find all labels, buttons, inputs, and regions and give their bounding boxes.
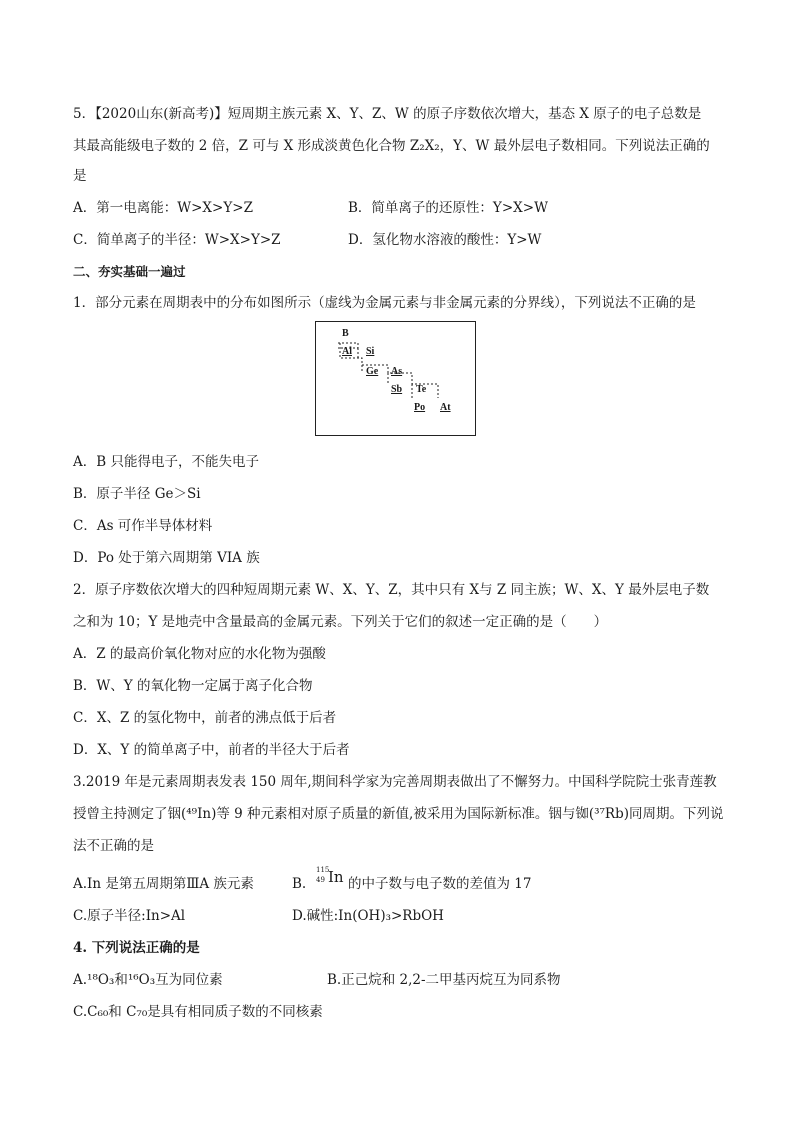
element-at: At: [440, 402, 451, 413]
q2-stem-line2: 之和为 10；Y 是地壳中含量最高的金属元素。下列关于它们的叙述一定正确的是（ ）: [73, 614, 608, 630]
element-al: Al: [342, 346, 352, 357]
q5-stem-line3: 是: [73, 168, 87, 184]
element-ge: Ge: [366, 366, 379, 377]
q1-option-b: B．原子半径 Ge＞Si: [73, 486, 201, 502]
q2-option-b: B．W、Y 的氧化物一定属于离子化合物: [73, 678, 313, 694]
nuclide-symbol: In: [328, 868, 344, 886]
q3-option-b-text: 的中子数与电子数的差值为 17: [348, 876, 532, 892]
q3-stem-line1: 3.2019 年是元素周期表发表 150 周年,期间科学家为完善周期表做出了不懈努力。中国科学院院士张青莲教: [73, 774, 717, 790]
nuclide-atomic-number: 49: [316, 876, 325, 884]
q2-stem-line1: 2．原子序数依次增大的四种短周期元素 W、X、Y、Z，其中只有 X与 Z 同主族；W、X、Y 最外层电子数: [73, 582, 710, 598]
indium-nuclide-notation: [316, 866, 348, 890]
q4-option-a: A.¹⁸O₃和¹⁶O₃互为同位素: [73, 972, 223, 988]
nuclide-mass-number: 115: [316, 866, 330, 874]
q5-stem-line2: 其最高能级电子数的 2 倍，Z 可与 X 形成淡黄色化合物 Z₂X₂，Y、W 最外层电子数相同。下列说法正确的: [73, 138, 710, 154]
q5-option-d: D．氢化物水溶液的酸性：Y>W: [348, 232, 542, 248]
section-heading: 二、夯实基础一遍过: [73, 264, 186, 279]
element-si: Si: [366, 346, 375, 357]
q3-stem-line3: 法不正确的是: [73, 838, 154, 854]
q1-option-c: C．As 可作半导体材料: [73, 518, 213, 534]
metal-nonmetal-boundary: [316, 322, 477, 437]
q1-option-a: A．B 只能得电子，不能失电子: [73, 454, 259, 470]
q4-option-c: C.C₆₀和 C₇₀是具有相同质子数的不同核素: [73, 1004, 323, 1020]
element-po: Po: [414, 402, 426, 413]
q5-option-a: A．第一电离能：W>X>Y>Z: [73, 200, 253, 216]
q1-option-d: D．Po 处于第六周期第 VIA 族: [73, 550, 260, 566]
element-te: Te: [416, 384, 427, 395]
q5-option-b: B．简单离子的还原性：Y>X>W: [348, 200, 548, 216]
q3-stem-line2: 授曾主持测定了铟(⁴⁹In)等 9 种元素相对原子质量的新值,被采用为国际新标准。铟与铷(³⁷Rb)同周期。下列说: [73, 806, 724, 822]
q5-stem-line1: 5．【2020山东(新高考)】短周期主族元素 X、Y、Z、W 的原子序数依次增大，基态 X 原子的电子总数是: [73, 106, 702, 122]
q5-option-c: C．简单离子的半径：W>X>Y>Z: [73, 232, 281, 248]
q4-stem: 4. 下列说法正确的是: [73, 940, 200, 956]
q3-option-a: A.In 是第五周期第ⅢA 族元素: [73, 876, 254, 892]
q4-option-b: B.正己烷和 2,2-二甲基丙烷互为同系物: [327, 972, 561, 988]
q1-stem: 1．部分元素在周期表中的分布如图所示（虚线为金属元素与非金属元素的分界线），下列说法不正确的是: [73, 295, 696, 311]
q2-option-a: A．Z 的最高价氧化物对应的水化物为强酸: [73, 646, 326, 662]
q2-option-c: C．X、Z 的氢化物中，前者的沸点低于后者: [73, 710, 337, 726]
periodic-table-figure: [315, 321, 476, 436]
q3-option-d: D.碱性:In(OH)₃>RbOH: [292, 908, 444, 924]
q3-option-b-prefix: B.: [292, 876, 307, 892]
element-b: B: [342, 328, 349, 339]
q3-option-c: C.原子半径:In>Al: [73, 908, 186, 924]
element-sb: Sb: [391, 384, 403, 395]
q2-option-d: D．X、Y 的简单离子中，前者的半径大于后者: [73, 742, 350, 758]
element-as: As: [391, 366, 403, 377]
